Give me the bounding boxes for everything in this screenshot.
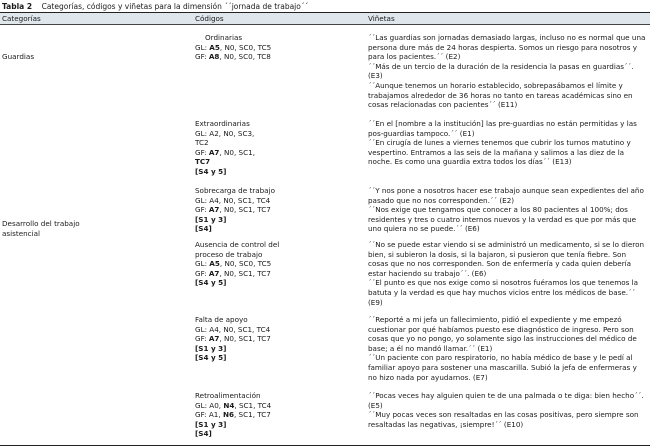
code-ausencia: Ausencia de control del proceso de trabajo GL: A5, N0, SC0, TC5 GF: A7, N0, SC1, TC7 [S4 y 5] bbox=[195, 240, 280, 288]
code-extraordinarias: Extraordinarias GL: A2, N0, SC3, TC2 GF: A7, N0, SC1, TC7 [S4 y 5] bbox=[195, 119, 255, 176]
category-guardias: Guardias bbox=[2, 52, 35, 61]
header-codigos: Códigos bbox=[195, 14, 224, 23]
code-sobrecarga: Sobrecarga de trabajo GL: A4, N0, SC1, TC4 GF: A7, N0, SC1, TC7 [S1 y 3] [S4] bbox=[195, 186, 275, 234]
table-header-band bbox=[0, 13, 650, 24]
vignettes-retroalimentacion: ´´Pocas veces hay alguien quien te de una palmada o te diga: bien hecho´´. (E5) ´´Muy pocas veces son resaltadas en las cosas positivas, pero siempre son resaltadas las negativas, ¡siempre!´´ (E10) bbox=[368, 391, 644, 429]
code-falta: Falta de apoyo GL: A4, N0, SC1, TC4 GF: A7, N0, SC1, TC7 [S1 y 3] [S4 y 5] bbox=[195, 315, 271, 363]
header-vinetas: Viñetas bbox=[368, 14, 395, 23]
header-categorias: Categorías bbox=[2, 14, 41, 23]
table-caption bbox=[2, 2, 308, 12]
vignettes-extraordinarias: ´´En el [nombre a la institución] las pre-guardias no están permitidas y las pos-guardias tampoco.´´ (E1) ´´En cirugía de lunes a viernes tenemos que cubrir los turnos matutino y vespertino. Entramos a las seis de la mañana y salimos a las diez de la noche. Es como una guardia extra todos los días´´ (E13) bbox=[368, 119, 637, 167]
code-ordinarias: Ordinarias GL: A5, N0, SC0, TC5 GF: A8, N0, SC0, TC8 bbox=[195, 33, 272, 62]
vignettes-ordinarias: ´´Las guardias son jornadas demasiado largas, incluso no es normal que una persona dure más de 24 horas despierta. Somos un riesgo para nosotros y para los pacientes.´´ (E2) ´´Más de un tercio de la duración de la residencia la pasas en guardias´´. (E3) ´´Aunque tenemos un horario establecido, sobrepasábamos el límite y trabajamos alrededor de 36 horas no tanto en tareas académicas sino en cosas relacionadas con pacientes´´ (E11) bbox=[368, 33, 646, 110]
vignettes-ausencia: ´´No se puede estar viendo si se administró un medicamento, si se lo dieron bien, si subieron la dosis, si la bajaron, si pusieron que tenía fiebre. Son cosas que no nos corresponden. Son de enfermería y cada quien debería estar haciendo su trabajo´´. (E6) ´´El punto es que nos exige como si nosotros fuéramos los que tenemos la batuta y la verdad es que hay muchos vicios entre los médicos de base.´´ (E9) bbox=[368, 240, 645, 307]
vignettes-sobrecarga: ´´Y nos pone a nosotros hacer ese trabajo aunque sean expedientes del año pasado que no nos corresponden.´´ (E2) ´´Nos exige que tengamos que conocer a los 80 pacientes al 100%; dos residentes y tres o cuatro internos nuevos y la verdad es que por más que uno quiera no se puede.´´ (E6) bbox=[368, 186, 644, 234]
code-retroalimentacion: Retroalimentación GL: A0, N4, SC1, TC4 GF: A1, N6, SC1, TC7 [S1 y 3] [S4] bbox=[195, 391, 272, 439]
table-bottom-rule bbox=[0, 445, 650, 446]
vignettes-falta: ´´Reporté a mi jefa un fallecimiento, pidió el expediente y me empezó cuestionar por qué habíamos puesto ese diagnóstico de ingreso. Pero son cosas que yo no pongo, yo solamente sigo las instrucciones del médico de base; a él no mandó llamar.´´ (E1) ´´Un paciente con paro respiratorio, no había médico de base y le pedí al familiar apoyo para sostener una mascarilla. Subió la jefa de enfermeras y no hizo nada por ayudarnos. (E7) bbox=[368, 315, 637, 382]
table-caption-label: Tabla 2 bbox=[2, 2, 33, 11]
table-header-rule bbox=[0, 24, 650, 25]
category-desarrollo: Desarrollo del trabajo asistencial bbox=[2, 219, 80, 238]
table-caption-text: Categorías, códigos y viñetas para la dimensión ´´jornada de trabajo´´ bbox=[41, 2, 309, 11]
